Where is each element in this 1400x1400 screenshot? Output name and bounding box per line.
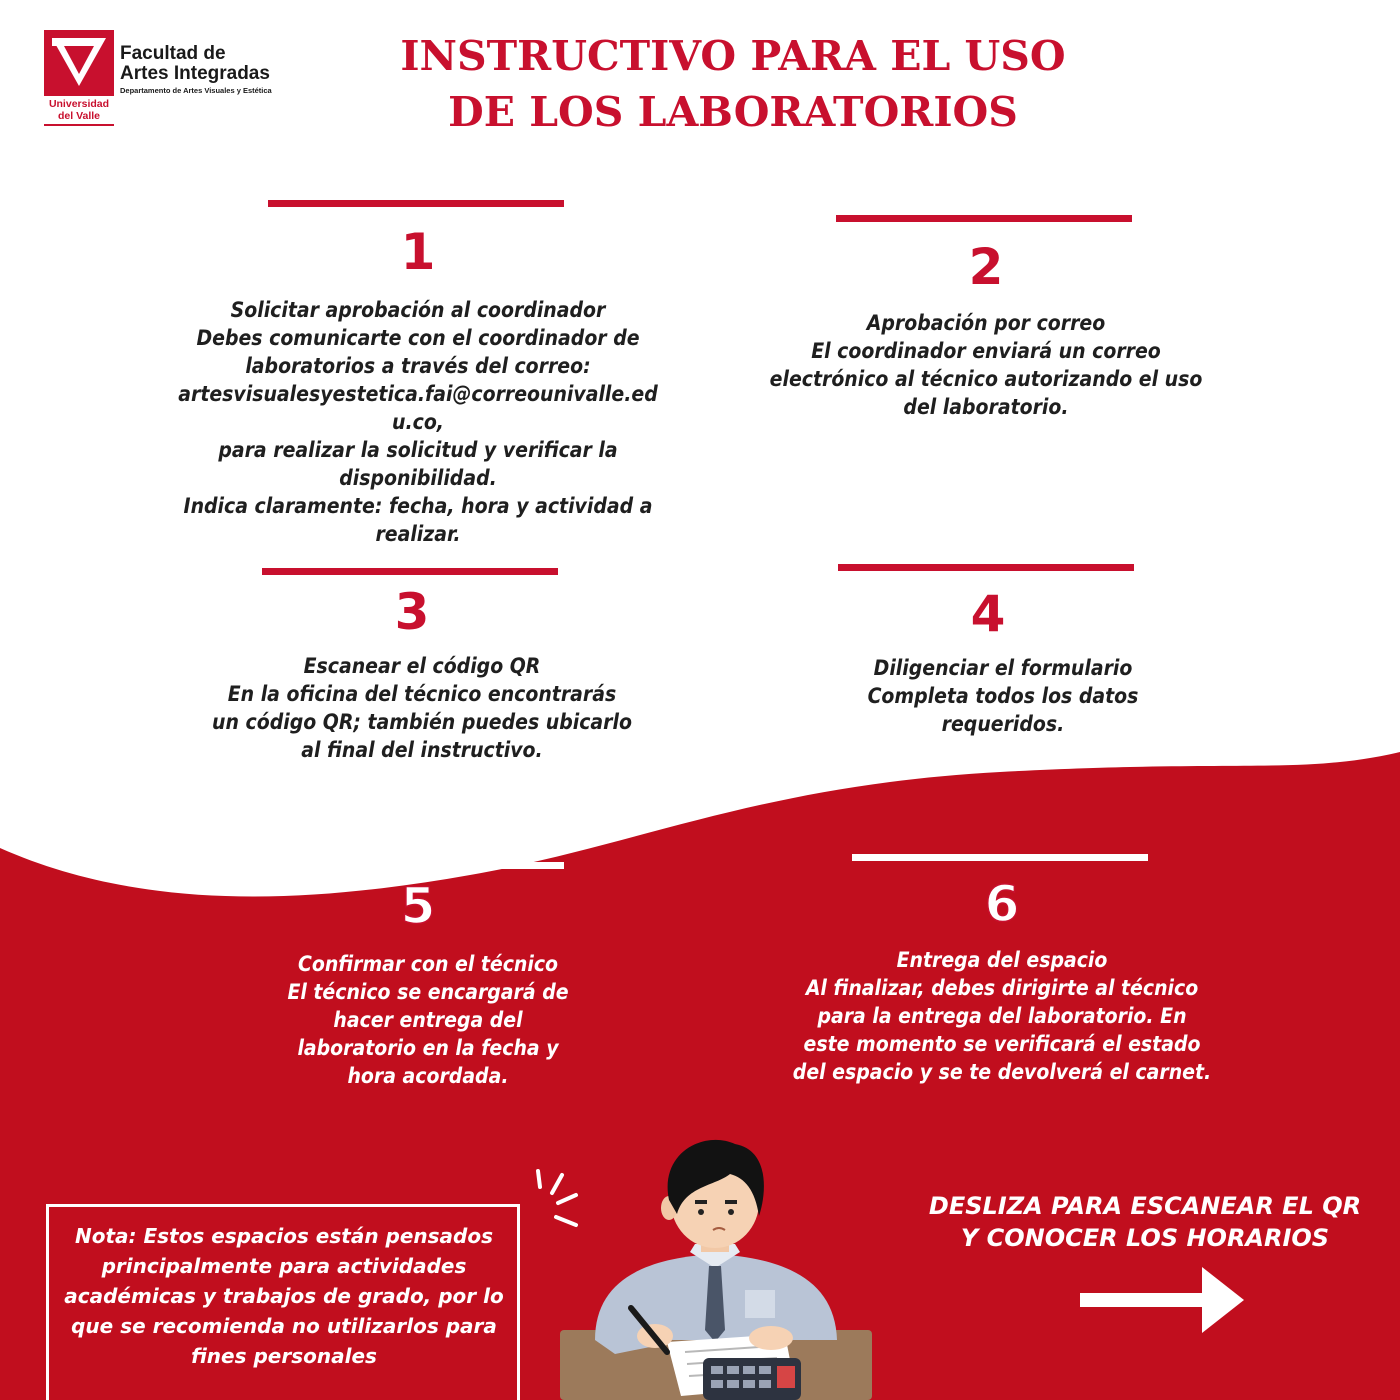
person-working-illustration (555, 1130, 875, 1400)
faculty-name-line-2: Artes Integradas (120, 63, 270, 84)
step-number: 5 (400, 877, 436, 935)
step-text: Confirmar con el técnico El técnico se encargará de hacer entrega del laboratorio en la fecha y hora acordada. (278, 950, 578, 1090)
step-number: 2 (968, 238, 1004, 296)
note-box (46, 1204, 520, 1400)
step-number: 1 (400, 223, 436, 281)
logo-divider (44, 124, 114, 126)
step-divider (836, 215, 1132, 222)
arrow-right-icon[interactable] (1078, 1265, 1246, 1335)
step-divider (268, 200, 564, 207)
page-title: INSTRUCTIVO PARA EL USO DE LOS LABORATORIOS (400, 32, 1066, 136)
step-heading: Entrega del espacio (896, 948, 1108, 972)
step-text: Solicitar aprobación al coordinador Debes comunicarte con el coordinador de laboratorios a través del correo: artesvisualesyestetica.fai@correounivalle.edu.co, para realizar la solicitud y verificar la disponibilidad. Indica claramente: fecha, hora y actividad a realizar. (178, 298, 658, 546)
step-text: Diligenciar el formulario Completa todos los datos requeridos. (848, 654, 1158, 738)
email-link[interactable]: artesvisualesyestetica.fai@correounivalle.edu.co, (178, 382, 658, 434)
step-text: Entrega del espacio Al finalizar, debes dirigirte al técnico para la entrega del laboratorio. En este momento se verificará el estado del espacio y se te devolverá el carnet. (792, 948, 1212, 1084)
step-number: 6 (984, 875, 1020, 933)
university-name: Universidad del Valle (48, 98, 110, 122)
step-heading: Diligenciar el formulario (873, 656, 1133, 680)
step-number: 4 (970, 585, 1006, 643)
step-divider (852, 854, 1148, 861)
step-divider (268, 862, 564, 869)
step-heading: Confirmar con el técnico (297, 952, 559, 976)
step-text: Escanear el código QR En la oficina del técnico encontrarás un código QR; también puedes ubicarlo al final del instructivo. (212, 654, 632, 762)
university-logo-icon (44, 30, 114, 96)
note-text: Nota: Estos espacios están pensados principalmente para actividades académicas y trabajos de grado, por lo que se recomienda no utilizarlos para fines personales (64, 1224, 504, 1368)
step-heading: Aprobación por correo (866, 311, 1106, 335)
step-text: Aprobación por correo El coordinador enviará un correo electrónico al técnico autorizando el uso del laboratorio. (756, 309, 1216, 421)
step-divider (262, 568, 558, 575)
swipe-instruction: DESLIZA PARA ESCANEAR EL QR Y CONOCER LOS HORARIOS (928, 1192, 1362, 1252)
step-number: 3 (394, 583, 430, 641)
department-name: Departamento de Artes Visuales y Estética (120, 86, 272, 95)
faculty-name-line-1: Facultad de (120, 43, 226, 64)
step-divider (838, 564, 1134, 571)
step-heading: Escanear el código QR (303, 654, 541, 678)
step-heading: Solicitar aprobación al coordinador (230, 298, 606, 322)
